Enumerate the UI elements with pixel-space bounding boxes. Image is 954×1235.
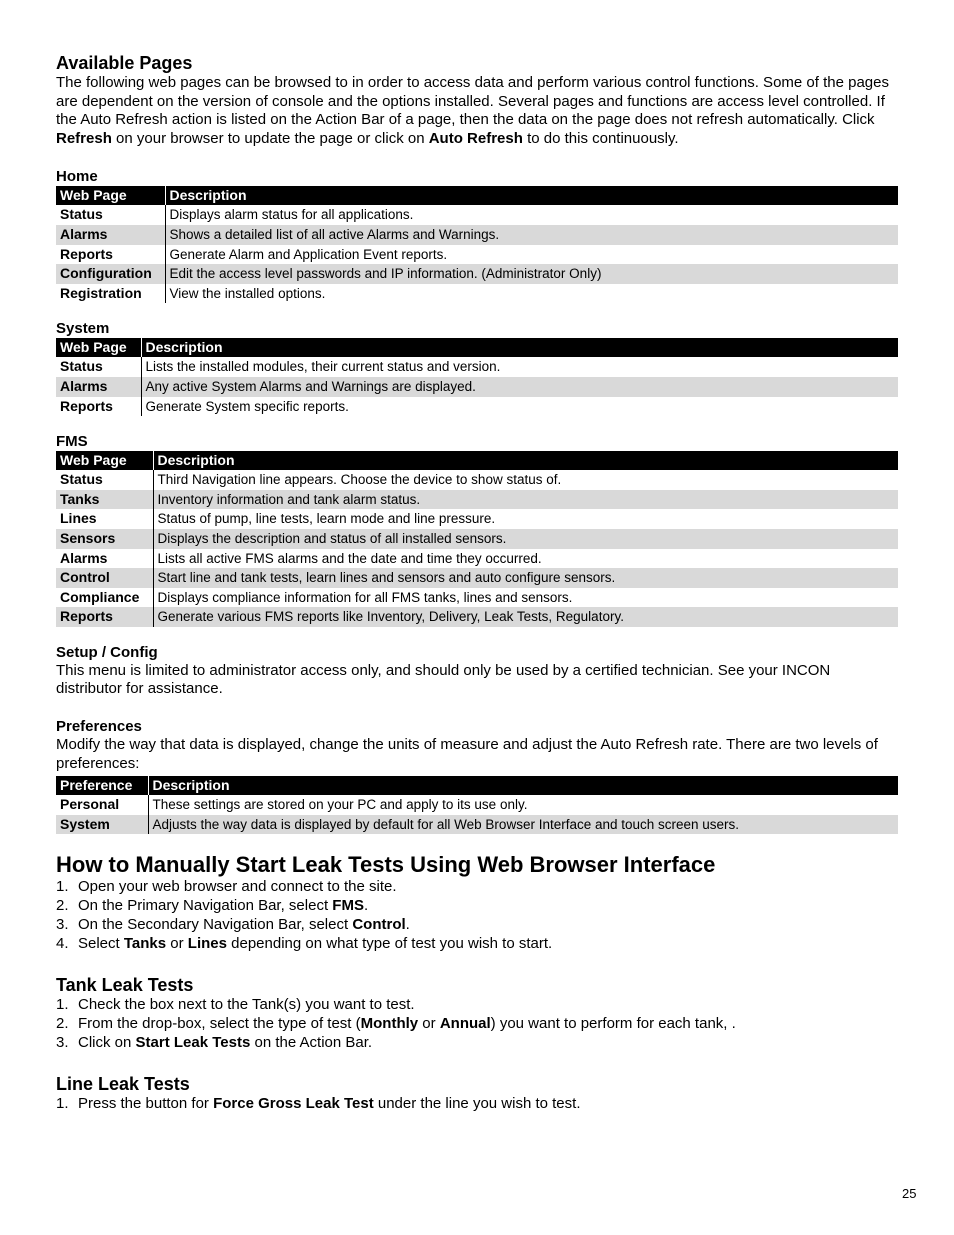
description-cell: Lists the installed modules, their current status and version. — [145, 359, 501, 375]
description-cell: View the installed options. — [169, 285, 326, 301]
description-cell: Generate various FMS reports like Inventory, Delivery, Leak Tests, Regulatory. — [153, 607, 898, 627]
web-page-cell: Status — [56, 357, 141, 377]
web-page-cell: Tanks — [56, 490, 153, 510]
step-item — [56, 1015, 898, 1034]
step-emphasis: Annual — [439, 1014, 491, 1032]
step-item — [56, 1095, 898, 1114]
step-fragment: or — [166, 934, 188, 952]
table-row — [56, 795, 898, 815]
step-text — [78, 916, 410, 935]
step-item — [56, 996, 898, 1015]
web-page-cell: System — [56, 815, 148, 835]
step-item — [56, 935, 898, 954]
table-row — [56, 397, 898, 417]
web-page-cell: Registration — [56, 284, 165, 304]
step-emphasis: FMS — [332, 897, 364, 915]
step-number: 1. — [56, 1095, 69, 1113]
tank-leak-tests-heading: Tank Leak Tests — [56, 975, 194, 996]
step-item — [56, 897, 898, 916]
web-page-cell: Status — [56, 205, 165, 225]
step-fragment: depending on what type of test you wish to start. — [226, 934, 553, 952]
step-item — [56, 916, 898, 935]
web-page-cell: Reports — [56, 397, 141, 417]
description-cell: Displays compliance information for all FMS tanks, lines and sensors. — [157, 589, 573, 605]
description-cell: Generate Alarm and Application Event reports. — [169, 246, 448, 262]
preferences-title: Preferences — [56, 718, 142, 736]
fms-section-title: FMS — [56, 433, 88, 451]
step-number: 3. — [56, 1033, 69, 1051]
column-header-web-page: Web Page — [56, 338, 141, 357]
step-number: 3. — [56, 915, 69, 933]
how-to-heading: How to Manually Start Leak Tests Using Web Browser Interface — [56, 852, 716, 878]
table-row — [56, 568, 898, 588]
page-number: 25 — [902, 1186, 917, 1201]
step-emphasis: Control — [352, 915, 406, 933]
description-cell: Inventory information and tank alarm status. — [153, 490, 898, 510]
step-number: 2. — [56, 897, 69, 915]
table-row — [56, 588, 898, 608]
table-row — [56, 205, 898, 225]
step-fragment: On the Primary Navigation Bar, select — [78, 897, 333, 915]
table-row — [56, 377, 898, 397]
web-page-cell: Reports — [56, 245, 165, 265]
step-fragment: From the drop-box, select the type of test ( — [78, 1014, 361, 1032]
step-fragment: Check the box next to the Tank(s) you want to test. — [78, 996, 415, 1014]
web-page-cell: Lines — [56, 509, 153, 529]
document-page — [56, 52, 898, 1114]
step-number: 4. — [56, 934, 69, 952]
description-cell: Any active System Alarms and Warnings are displayed. — [141, 377, 898, 397]
home-section-title: Home — [56, 168, 98, 186]
web-page-cell: Sensors — [56, 529, 153, 549]
web-page-cell: Alarms — [56, 549, 153, 569]
description-cell: Adjusts the way data is displayed by default for all Web Browser Interface and touch screen users. — [148, 815, 898, 835]
step-fragment: Press the button for — [78, 1095, 214, 1113]
step-number: 2. — [56, 1014, 69, 1032]
para-text: on your browser to update the page or click on — [111, 129, 429, 147]
step-number: 1. — [56, 996, 69, 1014]
available-pages-heading: Available Pages — [56, 53, 193, 73]
web-page-cell: Alarms — [56, 377, 141, 397]
table-row — [56, 284, 898, 304]
system-section-title: System — [56, 320, 110, 338]
para-text: to do this continuously. — [522, 129, 679, 147]
step-text — [78, 1095, 581, 1114]
table-row — [56, 549, 898, 569]
web-page-cell: Reports — [56, 607, 153, 627]
step-fragment: Click on — [78, 1033, 136, 1051]
web-page-cell: Personal — [56, 795, 148, 815]
table-row — [56, 470, 898, 490]
step-fragment: On the Secondary Navigation Bar, select — [78, 915, 353, 933]
step-fragment: or — [418, 1014, 440, 1032]
description-cell: Displays the description and status of all installed sensors. — [153, 529, 898, 549]
description-cell: Displays alarm status for all applications. — [169, 207, 414, 223]
how-to-steps — [56, 878, 898, 953]
home-table — [56, 186, 898, 303]
available-pages-paragraph — [56, 74, 898, 148]
description-cell: Lists all active FMS alarms and the date and time they occurred. — [157, 550, 542, 566]
description-cell: Status of pump, line tests, learn mode and line pressure. — [157, 511, 496, 527]
description-cell: Edit the access level passwords and IP information. (Administrator Only) — [165, 264, 898, 284]
setup-config-title: Setup / Config — [56, 643, 158, 661]
column-header-description: Description — [141, 338, 898, 357]
column-header-web-page: Web Page — [56, 451, 153, 470]
step-emphasis: Monthly — [360, 1014, 419, 1032]
step-text — [78, 878, 397, 897]
tank-leak-steps — [56, 996, 898, 1052]
step-number: 1. — [56, 878, 69, 896]
description-cell: Start line and tank tests, learn lines and sensors and auto configure sensors. — [153, 568, 898, 588]
table-row — [56, 607, 898, 627]
web-page-cell: Control — [56, 568, 153, 588]
system-table — [56, 338, 898, 416]
step-text — [78, 1034, 372, 1053]
step-fragment: on the Action Bar. — [250, 1033, 373, 1051]
preferences-table — [56, 776, 898, 834]
setup-config-paragraph: This menu is limited to administrator access only, and should only be used by a certified technician. See your INCON distributor for assistance. — [56, 661, 831, 698]
web-page-cell: Compliance — [56, 588, 153, 608]
table-row — [56, 357, 898, 377]
step-text — [78, 897, 368, 916]
preferences-paragraph: Modify the way that data is displayed, change the units of measure and adjust the Auto Refresh rate. There are two levels of preferences: — [56, 736, 878, 772]
auto-refresh-term: Auto Refresh — [428, 129, 523, 147]
step-fragment: ) you want to perform for each tank, . — [490, 1014, 736, 1032]
description-cell: These settings are stored on your PC and apply to its use only. — [152, 797, 528, 813]
refresh-term: Refresh — [56, 129, 112, 147]
para-text: The following web pages can be browsed to in order to access data and perform various control functions. Some of the pages are dependent on the version of console and the options installed. Several pages and functions are access level controlled. If the Auto Refresh action is listed on the Action Bar of a page, then the data on the page does not refresh automatically. Click — [56, 74, 889, 129]
step-fragment: Select — [78, 934, 124, 952]
column-header-web-page: Web Page — [56, 186, 165, 205]
table-row — [56, 225, 898, 245]
table-row — [56, 264, 898, 284]
step-fragment: . — [363, 897, 369, 915]
column-header-preference: Preference — [56, 776, 148, 795]
column-header-description: Description — [153, 451, 898, 470]
web-page-cell: Status — [56, 470, 153, 490]
step-fragment: under the line you wish to test. — [373, 1095, 581, 1113]
table-row — [56, 490, 898, 510]
column-header-description: Description — [148, 776, 898, 795]
web-page-cell: Alarms — [56, 225, 165, 245]
description-cell: Third Navigation line appears. Choose the device to show status of. — [157, 472, 562, 488]
line-leak-tests-heading: Line Leak Tests — [56, 1074, 190, 1095]
column-header-description: Description — [165, 186, 898, 205]
step-fragment: Open your web browser and connect to the site. — [78, 878, 397, 896]
table-row — [56, 529, 898, 549]
step-item — [56, 878, 898, 897]
table-row — [56, 815, 898, 835]
step-text — [78, 1015, 736, 1034]
description-cell: Shows a detailed list of all active Alarms and Warnings. — [165, 225, 898, 245]
step-emphasis: Start Leak Tests — [135, 1033, 251, 1051]
web-page-cell: Configuration — [56, 264, 165, 284]
step-emphasis: Tanks — [123, 934, 167, 952]
step-emphasis: Force Gross Leak Test — [213, 1095, 374, 1113]
fms-table — [56, 451, 898, 627]
description-cell: Generate System specific reports. — [145, 398, 349, 414]
step-emphasis: Lines — [187, 934, 227, 952]
table-row — [56, 509, 898, 529]
line-leak-steps — [56, 1095, 898, 1114]
step-fragment: . — [405, 915, 410, 933]
step-text — [78, 935, 552, 954]
step-text — [78, 996, 415, 1015]
step-item — [56, 1034, 898, 1053]
table-row — [56, 245, 898, 265]
